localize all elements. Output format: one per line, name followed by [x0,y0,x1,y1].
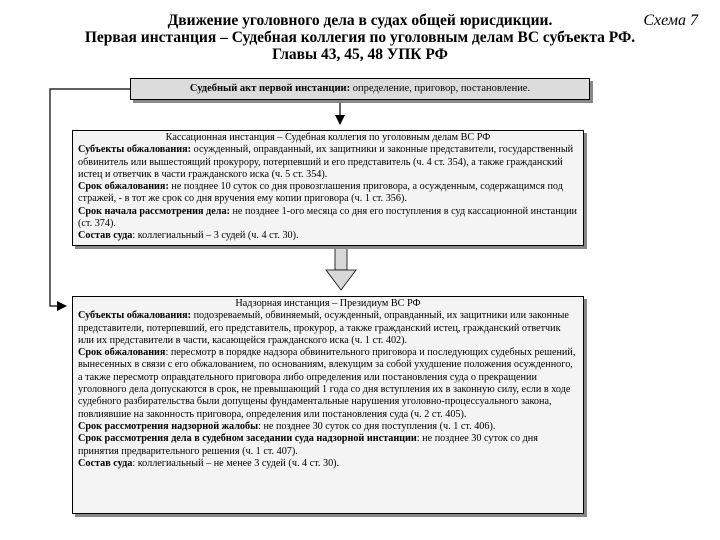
supervisory-court-label: Состав суда [78,457,133,469]
cassation-start-text: не позднее 1-ого месяца со дня его поступления в суд кассационной инстанции (ст. 374). [78,205,578,230]
supervisory-term-text: : пересмотр в порядке надзора обвинительного приговора и последующих судебных решений, вынесенных в связи с его обжалованием, по основаниям, влекущим за собой ухудшение положения осужденного, а также пересмотр оправдательного приговора либо определения или постановления суда о прекращении уголовного дела допускаются в срок, не превышающий 1 года со дня вступления их в законную силу, если в ходе судебного разбирательства были допущены фундаментальные нарушения уголовно-процессуального закона, повлиявшие на законность приговора, определения или постановления суда (ч. 2 ст. 405). [78,347,576,420]
cassation-court-label: Состав суда [78,230,133,242]
cassation-subjects-label: Субъекты обжалования: [78,144,192,156]
title-line-3: Главы 43, 45, 48 УПК РФ [272,46,448,63]
cassation-court-text: : коллегиальный – 3 судей (ч. 4 ст. 30). [132,230,299,242]
supervisory-complaint-text: : не позднее 30 суток со дня поступления (ч. 1 ст. 406). [258,420,496,432]
title-line-2: Первая инстанция – Судебная коллегия по уголовным делам ВС субъекта РФ. [84,29,636,46]
arrow-to-supervisory [326,248,356,290]
cassation-term-label: Срок обжалования: [78,181,169,193]
supervisory-complaint [78,421,578,433]
supervisory-court-text: : коллегиальный – не менее 3 судей (ч. 4 ст. 30). [132,457,340,469]
supervisory-hearing-label: Срок рассмотрения дела в судебном заседании суда надзорной инстанции [78,433,417,445]
supervisory-subjects-text: подозреваемый, обвиняемый, осужденный, оправданный, их защитники или законные представители, потерпевший, его представитель, прокурор, а также гражданский истец, гражданский ответчик или их представители в части, касающейся гражданского иска (ч. 1 ст. 402). [78,310,569,346]
cassation-court [78,230,578,242]
cassation-start [78,206,578,231]
supervisory-heading: Надзорная инстанция – Президиум ВС РФ [235,298,421,309]
supervisory-hearing-text: : не позднее 30 суток со дня принятия предварительного решения (ч. 1 ст. 407). [78,433,538,457]
cassation-box [72,130,584,246]
supervisory-subjects-label: Субъекты обжалования: [78,310,192,322]
cassation-heading: Кассационная инстанция – Судебная коллегия по уголовным делам ВС РФ [165,132,491,143]
title-line-1-text: Движение уголовного дела в судах общей юрисдикции. [167,12,553,29]
cassation-subjects [78,144,578,181]
scheme-label: Схема 7 [643,12,698,29]
first-instance-label: Судебный акт первой инстанции: [189,83,351,94]
supervisory-term-label: Срок обжалования [78,347,166,359]
cassation-term [78,181,578,206]
supervisory-box [72,296,584,514]
cassation-subjects-text: осужденный, оправданный, их защитники и законные представители, государственный обвинитель или вышестоящий прокурору, потерпевший и его представитель (ч. 4 ст. 354), а также гражданский истец и ответчик в части гражданского иска (ч. 5 ст. 354). [78,144,574,180]
first-instance-box [130,78,590,100]
cassation-term-text: не позднее 10 суток со дня провозглашения приговора, а осужденным, содержащимся под стражей, - в тот же срок со дня вручения ему копии приговора (ч. 1 ст. 356). [78,181,563,205]
supervisory-subjects [78,310,578,347]
supervisory-court [78,458,578,470]
supervisory-complaint-label: Срок рассмотрения надзорной жалобы [78,420,259,432]
supervisory-hearing [78,433,578,458]
cassation-start-label: Срок начала рассмотрения дела: [78,205,230,217]
first-instance-text: определение, приговор, постановление. [350,83,531,94]
supervisory-term [78,347,578,421]
